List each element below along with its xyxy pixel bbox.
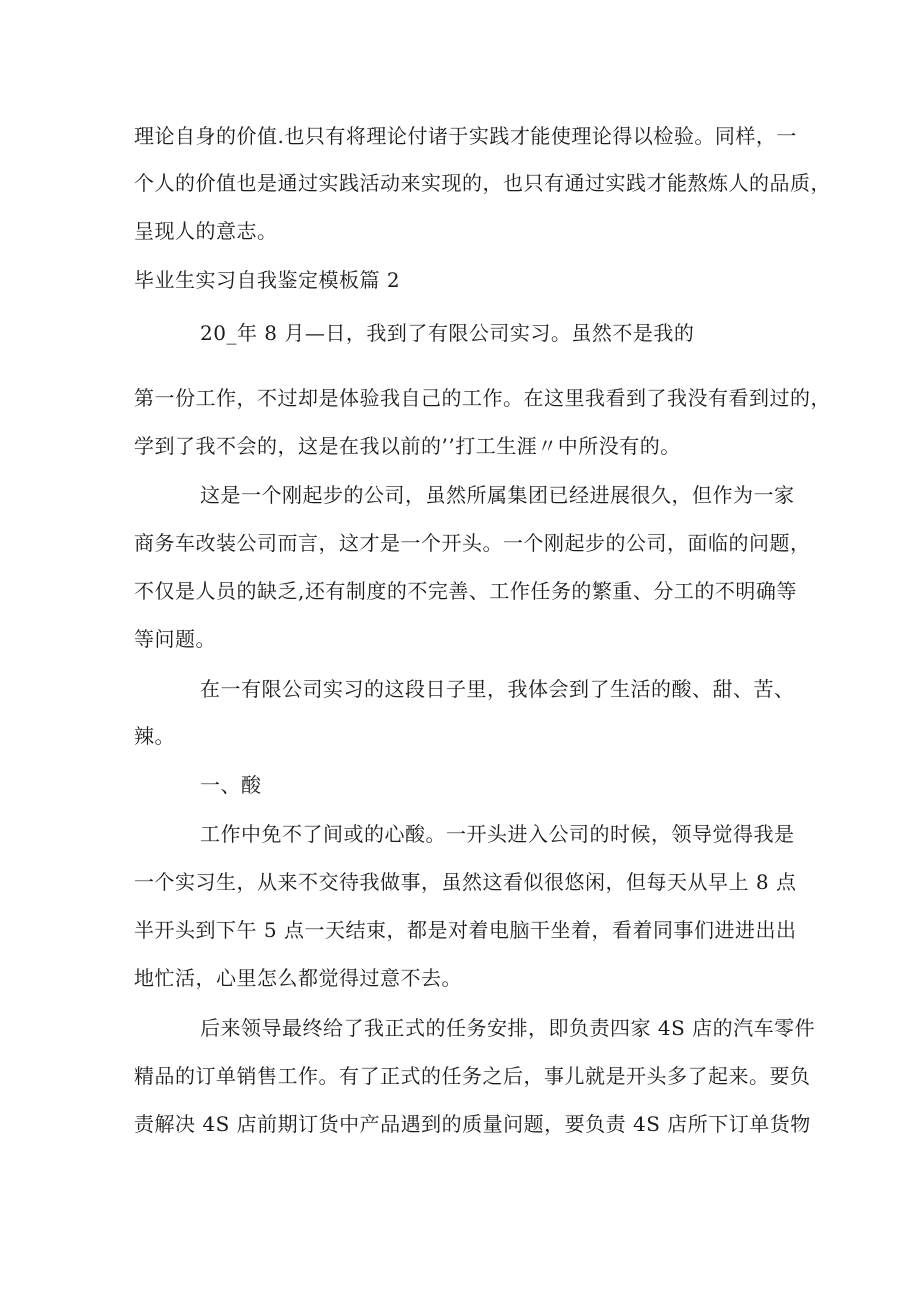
paragraph-line: 学到了我不会的，这是在我以前的’’打工生涯〃中所没有的。 [134,434,681,458]
paragraph-line: 个人的价值也是通过实践活动来实现的，也只有通过实践才能熬炼人的品质， [134,171,831,195]
paragraph-line: 后来领导最终给了我正式的任务安排，即负责四家 4S 店的汽车零件 [200,1016,816,1040]
paragraph-line: 呈现人的意志。 [134,219,278,243]
paragraph-line: 20_年 8 月—日，我到了有限公司实习。虽然不是我的 [200,321,695,345]
paragraph-line: 辣。 [134,724,175,748]
paragraph-line: 精品的订单销售工作。有了正式的任务之后，事儿就是开头多了起来。要负 [134,1064,811,1088]
paragraph-line: 地忙活，心里怎么都觉得过意不去。 [134,966,462,990]
section-heading: 毕业生实习自我鉴定模板篇 2 [134,268,401,292]
paragraph-line: 等问题。 [134,627,216,651]
paragraph-line: 工作中免不了间或的心酸。一开头进入公司的时候，领导觉得我是 [200,822,795,846]
paragraph-line: 在一有限公司实习的这段日子里，我体会到了生活的酸、甜、苦、 [200,677,795,701]
paragraph-line: 理论自身的价值.也只有将理论付诸于实践才能使理论得以检验。同样，一 [134,124,797,148]
paragraph-line: 不仅是人员的缺乏,还有制度的不完善、工作任务的繁重、分工的不明确等 [134,579,797,603]
paragraph-line: 半开头到下午 5 点一天结束，都是对着电脑干坐着，看着同事们进进出出 [134,918,797,942]
paragraph-line: 第一份工作，不过却是体验我自己的工作。在这里我看到了我没有看到过的， [134,386,831,410]
subsection-heading: 一、酸 [200,773,262,797]
paragraph-line: 责解决 4S 店前期订货中产品遇到的质量问题，要负责 4S 店所下订单货物 [134,1112,811,1136]
paragraph-line: 一个实习生，从来不交待我做事，虽然这看似很悠闲，但每天从早上 8 点 [134,870,797,894]
paragraph-line: 这是一个刚起步的公司，虽然所属集团已经进展很久，但作为一家 [200,483,795,507]
paragraph-line: 商务车改装公司而言，这才是一个开头。一个刚起步的公司，面临的问题， [134,531,811,555]
